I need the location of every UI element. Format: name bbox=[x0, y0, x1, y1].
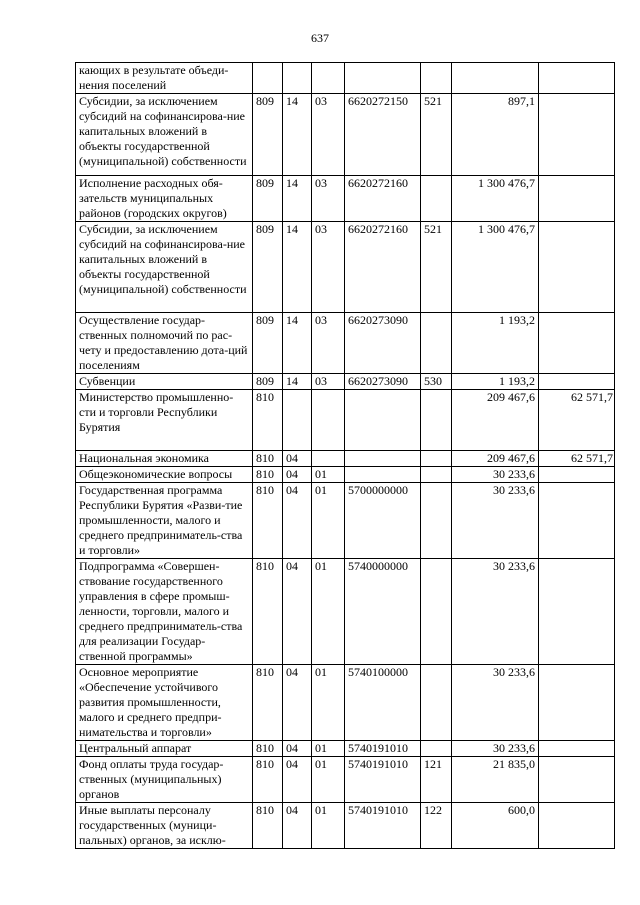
row-gr-cell: 810 bbox=[253, 483, 283, 559]
row-rz-cell: 14 bbox=[283, 94, 312, 176]
row-vr-cell bbox=[421, 63, 452, 94]
row-pr-cell bbox=[312, 390, 345, 451]
row-amount2-cell bbox=[539, 313, 615, 374]
row-pr-cell: 03 bbox=[312, 94, 345, 176]
row-name-cell: Центральный аппарат bbox=[76, 741, 253, 757]
table-row bbox=[76, 176, 615, 222]
row-rz-cell bbox=[283, 390, 312, 451]
row-amount2-cell bbox=[539, 483, 615, 559]
row-name-cell: Государственная программа Республики Бурятия «Разви-тие промышленности, малого и среднего предприниматель-ства и торговли» bbox=[76, 483, 253, 559]
row-gr-cell: 810 bbox=[253, 665, 283, 741]
row-name-cell: Министерство промышленно-сти и торговли Республики Бурятия bbox=[76, 390, 253, 451]
table-row bbox=[76, 94, 615, 176]
row-gr-cell: 809 bbox=[253, 222, 283, 313]
row-gr-cell: 810 bbox=[253, 390, 283, 451]
table-row bbox=[76, 467, 615, 483]
row-pr-cell: 01 bbox=[312, 467, 345, 483]
row-rz-cell: 04 bbox=[283, 741, 312, 757]
row-rz-cell: 14 bbox=[283, 176, 312, 222]
row-amount-cell: 30 233,6 bbox=[452, 467, 539, 483]
row-csr-cell: 5740100000 bbox=[345, 665, 421, 741]
row-amount-cell: 1 300 476,7 bbox=[452, 222, 539, 313]
row-name-cell: Исполнение расходных обя-зательств муниципальных районов (городских округов) bbox=[76, 176, 253, 222]
row-vr-cell bbox=[421, 741, 452, 757]
row-vr-cell bbox=[421, 176, 452, 222]
row-amount-cell: 209 467,6 bbox=[452, 390, 539, 451]
row-csr-cell: 6620272160 bbox=[345, 222, 421, 313]
table-row bbox=[76, 374, 615, 390]
row-vr-cell: 521 bbox=[421, 94, 452, 176]
row-pr-cell: 03 bbox=[312, 313, 345, 374]
row-amount2-cell bbox=[539, 222, 615, 313]
row-gr-cell: 810 bbox=[253, 467, 283, 483]
row-vr-cell bbox=[421, 483, 452, 559]
row-amount2-cell bbox=[539, 559, 615, 665]
row-gr-cell: 810 bbox=[253, 559, 283, 665]
row-rz-cell: 04 bbox=[283, 451, 312, 467]
row-amount2-cell bbox=[539, 467, 615, 483]
row-vr-cell bbox=[421, 313, 452, 374]
row-csr-cell: 6620273090 bbox=[345, 374, 421, 390]
row-csr-cell bbox=[345, 63, 421, 94]
row-csr-cell bbox=[345, 467, 421, 483]
row-amount-cell: 30 233,6 bbox=[452, 483, 539, 559]
row-csr-cell: 5740191010 bbox=[345, 757, 421, 803]
budget-table bbox=[75, 62, 615, 849]
row-amount2-cell bbox=[539, 374, 615, 390]
row-name-cell: Подпрограмма «Совершен-ствование государственного управления в сфере промыш-ленности, торговли, малого и среднего предприниматель-ства для реализации Государ-ственной программы» bbox=[76, 559, 253, 665]
table-row bbox=[76, 313, 615, 374]
row-amount2-cell bbox=[539, 176, 615, 222]
row-pr-cell bbox=[312, 451, 345, 467]
row-amount-cell: 30 233,6 bbox=[452, 559, 539, 665]
row-vr-cell bbox=[421, 390, 452, 451]
table-row bbox=[76, 665, 615, 741]
row-vr-cell bbox=[421, 451, 452, 467]
row-pr-cell: 01 bbox=[312, 741, 345, 757]
row-amount2-cell bbox=[539, 741, 615, 757]
row-pr-cell: 01 bbox=[312, 803, 345, 849]
table-row bbox=[76, 222, 615, 313]
row-name-cell: Субсидии, за исключением субсидий на софинансирова-ние капитальных вложений в объекты государственной (муниципальной) собственности bbox=[76, 94, 253, 176]
row-pr-cell: 03 bbox=[312, 222, 345, 313]
row-name-cell: кающих в результате объеди- нения поселений bbox=[76, 63, 253, 94]
row-gr-cell: 810 bbox=[253, 741, 283, 757]
table-row bbox=[76, 390, 615, 451]
row-vr-cell bbox=[421, 665, 452, 741]
row-amount-cell: 30 233,6 bbox=[452, 741, 539, 757]
row-gr-cell: 810 bbox=[253, 803, 283, 849]
row-gr-cell: 809 bbox=[253, 313, 283, 374]
row-amount-cell: 600,0 bbox=[452, 803, 539, 849]
row-name-cell: Национальная экономика bbox=[76, 451, 253, 467]
row-csr-cell: 5740000000 bbox=[345, 559, 421, 665]
row-rz-cell: 04 bbox=[283, 757, 312, 803]
row-vr-cell: 122 bbox=[421, 803, 452, 849]
row-vr-cell: 121 bbox=[421, 757, 452, 803]
row-gr-cell: 810 bbox=[253, 757, 283, 803]
row-gr-cell: 809 bbox=[253, 374, 283, 390]
row-amount2-cell bbox=[539, 665, 615, 741]
row-rz-cell: 04 bbox=[283, 483, 312, 559]
row-name-cell: Основное мероприятие «Обеспечение устойчивого развития промышленности, малого и среднего предпри-нимательства и торговли» bbox=[76, 665, 253, 741]
table-row bbox=[76, 483, 615, 559]
row-csr-cell: 5740191010 bbox=[345, 803, 421, 849]
row-csr-cell: 6620273090 bbox=[345, 313, 421, 374]
row-rz-cell: 14 bbox=[283, 374, 312, 390]
row-amount2-cell: 62 571,7 bbox=[539, 451, 615, 467]
row-rz-cell: 04 bbox=[283, 803, 312, 849]
row-pr-cell: 01 bbox=[312, 665, 345, 741]
row-vr-cell: 530 bbox=[421, 374, 452, 390]
table-row bbox=[76, 803, 615, 849]
row-amount-cell: 1 193,2 bbox=[452, 313, 539, 374]
row-vr-cell bbox=[421, 559, 452, 665]
table-row bbox=[76, 757, 615, 803]
row-amount-cell: 21 835,0 bbox=[452, 757, 539, 803]
table-row bbox=[76, 451, 615, 467]
page-number: 637 bbox=[311, 31, 329, 45]
row-csr-cell: 6620272150 bbox=[345, 94, 421, 176]
row-name-cell: Иные выплаты персоналу государственных (муници-пальных) органов, за исклю- bbox=[76, 803, 253, 849]
row-rz-cell: 14 bbox=[283, 222, 312, 313]
row-pr-cell: 01 bbox=[312, 757, 345, 803]
budget-table-body bbox=[76, 63, 615, 849]
row-amount-cell bbox=[452, 63, 539, 94]
row-amount2-cell bbox=[539, 757, 615, 803]
row-name-cell: Фонд оплаты труда государ-ственных (муниципальных) органов bbox=[76, 757, 253, 803]
row-amount-cell: 209 467,6 bbox=[452, 451, 539, 467]
table-row bbox=[76, 741, 615, 757]
row-rz-cell bbox=[283, 63, 312, 94]
row-csr-cell bbox=[345, 390, 421, 451]
row-pr-cell: 03 bbox=[312, 176, 345, 222]
row-gr-cell: 809 bbox=[253, 94, 283, 176]
row-pr-cell bbox=[312, 63, 345, 94]
row-rz-cell: 04 bbox=[283, 559, 312, 665]
row-rz-cell: 14 bbox=[283, 313, 312, 374]
row-gr-cell: 809 bbox=[253, 176, 283, 222]
row-name-cell: Осуществление государ-ственных полномочий по рас-чету и предоставлению дота-ций поселениям bbox=[76, 313, 253, 374]
row-amount-cell: 1 193,2 bbox=[452, 374, 539, 390]
table-row bbox=[76, 63, 615, 94]
table-row bbox=[76, 559, 615, 665]
row-pr-cell: 01 bbox=[312, 559, 345, 665]
row-rz-cell: 04 bbox=[283, 467, 312, 483]
row-amount2-cell: 62 571,7 bbox=[539, 390, 615, 451]
row-vr-cell bbox=[421, 467, 452, 483]
row-csr-cell: 5700000000 bbox=[345, 483, 421, 559]
row-pr-cell: 03 bbox=[312, 374, 345, 390]
row-name-cell: Субвенции bbox=[76, 374, 253, 390]
row-amount-cell: 897,1 bbox=[452, 94, 539, 176]
row-name-cell: Общеэкономические вопросы bbox=[76, 467, 253, 483]
row-amount2-cell bbox=[539, 94, 615, 176]
row-amount2-cell bbox=[539, 63, 615, 94]
row-csr-cell bbox=[345, 451, 421, 467]
row-amount-cell: 1 300 476,7 bbox=[452, 176, 539, 222]
row-csr-cell: 6620272160 bbox=[345, 176, 421, 222]
row-gr-cell bbox=[253, 63, 283, 94]
row-amount2-cell bbox=[539, 803, 615, 849]
row-name-cell: Субсидии, за исключением субсидий на софинансирова-ние капитальных вложений в объекты государственной (муниципальной) собственности bbox=[76, 222, 253, 313]
row-gr-cell: 810 bbox=[253, 451, 283, 467]
row-pr-cell: 01 bbox=[312, 483, 345, 559]
row-vr-cell: 521 bbox=[421, 222, 452, 313]
row-amount-cell: 30 233,6 bbox=[452, 665, 539, 741]
row-rz-cell: 04 bbox=[283, 665, 312, 741]
row-csr-cell: 5740191010 bbox=[345, 741, 421, 757]
